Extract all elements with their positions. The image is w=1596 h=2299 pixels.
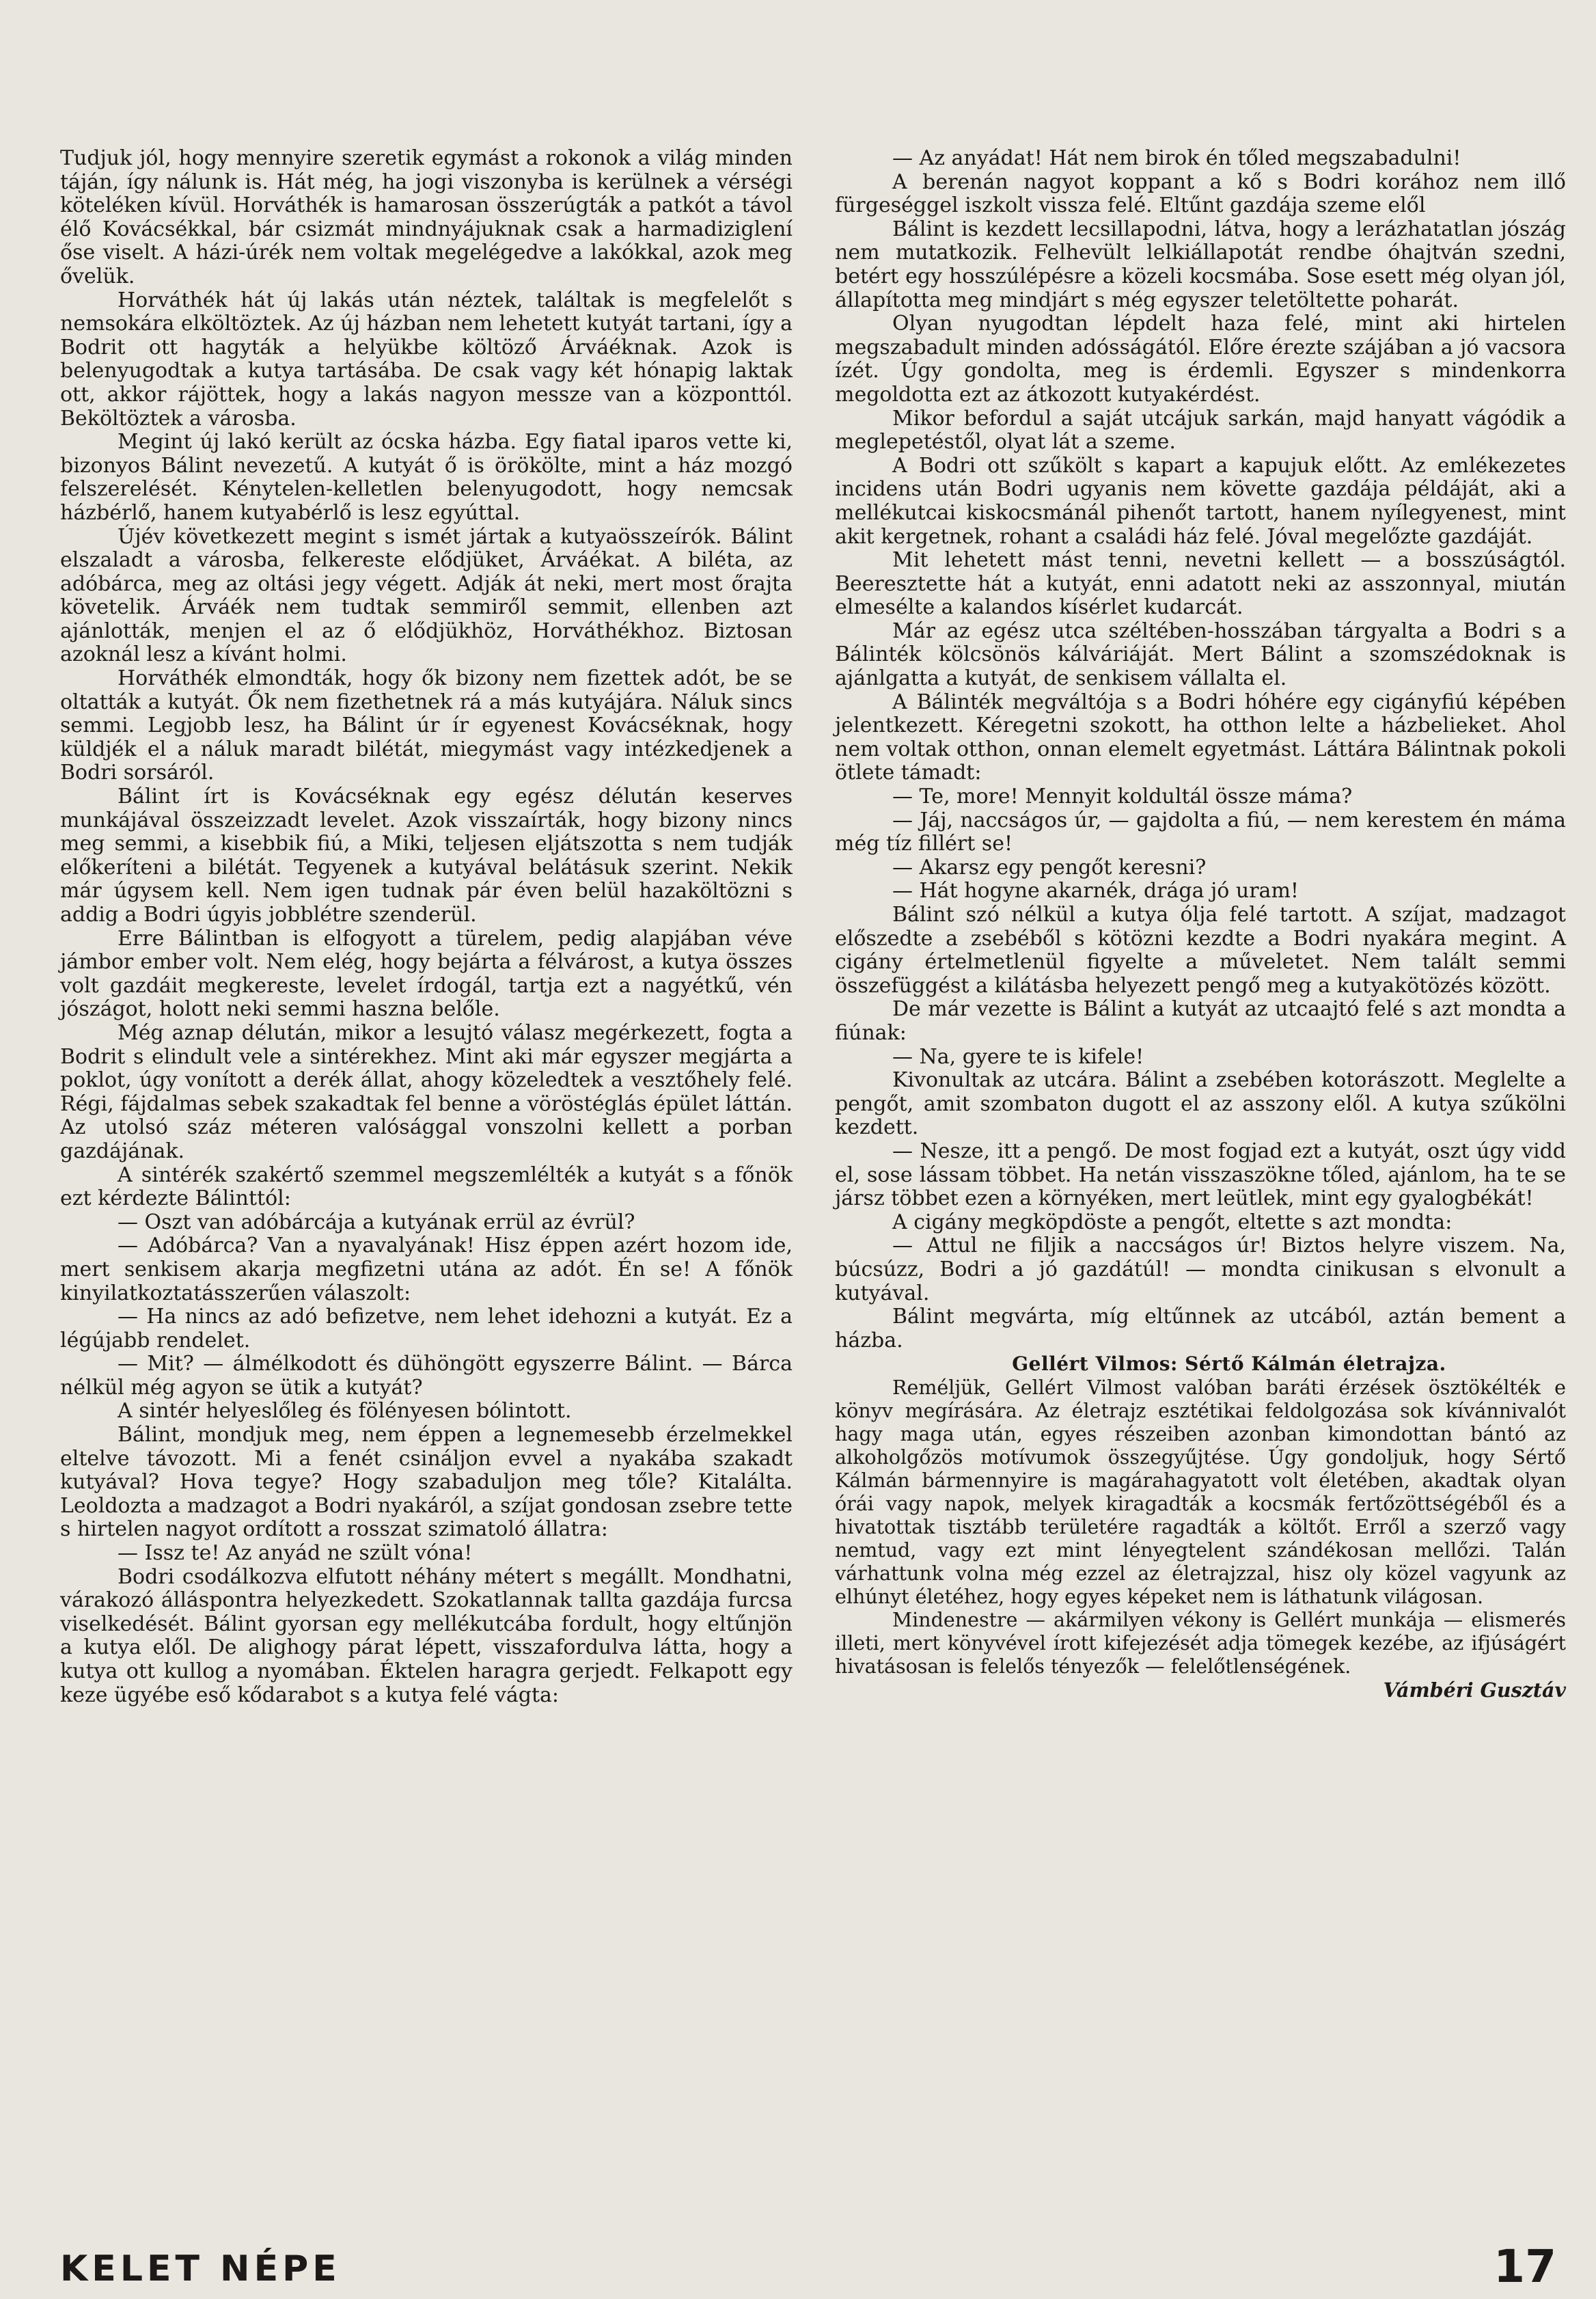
right-dialogue-2: — Te, more! Mennyit koldultál össze máma? <box>892 785 1353 809</box>
right-paragraph-7: Már az egész utca széltében-hosszában tárgyalta a Bodri s a Bálinték kölcsönös kálváriáját. Mert Bálint a szomszédoknak is ajánlgatta a kutyát, de senkisem vállalta el. <box>835 618 1566 691</box>
left-dialogue-3: — Ha nincs az adó befizetve, nem lehet idehozni a kutyát. Ez a légújabb rendelet. <box>60 1305 793 1352</box>
book-review <box>835 1376 1566 1702</box>
review-signature: Vámbéri Gusztáv <box>1383 1678 1566 1702</box>
right-paragraph-8: A Bálinték megváltója s a Bodri hóhére egy cigányfiú képében jelentkezett. Kéregetni szokott, ha otthon lelte a házbelieket. Ahol nem voltak otthon, onnan elemelt egyetmást. Láttára Bálintnak pokoli ötlete támadt: <box>835 690 1566 785</box>
right-dialogue-1: — Az anyádat! Hát nem birok én tőled megszabadulni! <box>892 146 1461 170</box>
right-paragraph-4: Mikor befordul a saját utcájuk sarkán, majd hanyatt vágódik a meglepetéstől, olyat lát a szeme. <box>835 406 1566 454</box>
right-dialogue-7: — Nesze, itt a pengő. De most fogjad ezt a kutyát, oszt úgy vidd el, sose lássam többet. Ha netán visszaszökne tőled, ajánlom, ha te se jársz többet ezen a környéken, mert leütlek, mint egy gyalogbékát! <box>835 1139 1566 1211</box>
left-dialogue-1: — Oszt van adóbárcája a kutyának errül az évrül? <box>118 1210 635 1234</box>
right-dialogue-5: — Hát hogyne akarnék, drága jó uram! <box>892 879 1299 903</box>
right-dialogue-3: — Jáj, naccságos úr, — gajdolta a fiú, — nem kerestem én máma még tíz fillért se! <box>835 808 1566 856</box>
left-paragraph-12: Bodri csodálkozva elfutott néhány métert s megállt. Mondhatni, várakozó álláspontra helyezkedett. Szokatlannak tallta gazdája furcsa viselkedését. Bálint gyorsan egy mellékutcába fordult, hogy eltűnjön a kutya elől. De alighogy párat lépett, visszafordulva látta, hogy a kutya ott kullog a nyomában. Éktelen haragra gerjedt. Felkapott egy keze ügyébe eső kődarabot s a kutya felé vágta: <box>60 1564 793 1707</box>
right-paragraph-11: Kivonultak az utcára. Bálint a zsebében kotorászott. Meglelte a pengőt, amit szombaton dugott el az asszony elől. A kutya szűkölni kezdett. <box>835 1068 1566 1140</box>
review-paragraph-2: Mindenestre — akármilyen vékony is Gellért munkája — elismerés illeti, mert könyvével írott kifejezését adja tömegek kezébe, az ifjúságért hivatásosan is felelős tényezők — felelőtlenségének. <box>835 1608 1566 1678</box>
left-paragraph-7: Erre Bálintban is elfogyott a türelem, pedig alapjában véve jámbor ember volt. Nem elég, hogy bejárta a félvárost, a kutya összes volt gazdáit megkereste, levelet írdogál, tartja ezt a nagyétkű, vén jószágot, holott neki semmi haszna belőle. <box>60 926 793 1022</box>
right-paragraph-13: Bálint megvárta, míg eltűnnek az utcából, aztán bement a házba. <box>835 1305 1566 1352</box>
right-paragraph-5: A Bodri ott szűkölt s kapart a kapujuk előtt. Az emlékezetes incidens után Bodri ugyanis nem követte gazdája példáját, aki a mellékutcai kiskocsmánál pihenőt tartott, hanem nyílegyenest, mint akit kergetnek, rohant a családi ház felé. Jóval megelőzte gazdáját. <box>835 453 1566 549</box>
right-dialogue-8: — Attul ne filjik a naccságos úr! Biztos helyre viszem. Na, búcsúzz, Bodri a jó gazdátúl! — mondta cinikusan s elvonult a kutyával. <box>835 1234 1566 1305</box>
right-paragraph-6: Mit lehetett mást tenni, nevetni kellett — a bosszúságtól. Beeresztette hát a kutyát, enni adatott neki az asszonnyal, miután elmesélte a kalandos kísérlet kudarcát. <box>835 548 1566 620</box>
left-paragraph-2: Horváthék hát új lakás után néztek, találtak is megfelelőt s nemsokára elköltöztek. Az új házban nem lehetett kutyát tartani, így a Bodrit ott hagyták a helyükbe költöző Árváéknak. Azok is belenyugodtak a kutya tartásába. De csak vagy két hónapig laktak ott, akkor rájöttek, hogy a lakás nagyon messze van a központtól. Beköltöztek a városba. <box>60 288 793 431</box>
magazine-title: KELET NÉPE <box>60 2248 341 2289</box>
right-paragraph-3: Olyan nyugodtan lépdelt haza felé, mint aki hirtelen megszabadult minden adósságától. Előre érezte szájában a jó vacsora ízét. Úgy gondolta, meg is érdemli. Egyszer s mindenkorra megoldotta ezt az átkozott kutyakérdést. <box>835 312 1566 407</box>
left-dialogue-2: — Adóbárca? Van a nyavalyának! Hisz éppen azért hozom ide, mert senkisem akarja megfizetni utána az adót. Én se! A főnök kinyilatkoztatásszerűen válaszolt: <box>60 1234 793 1305</box>
left-column <box>60 147 793 1707</box>
left-paragraph-4: Újév következett megint s ismét jártak a kutyaösszeírók. Bálint elszaladt a városba, felkereste elődjüket, Árváékat. A biléta, az adóbárca, meg az oltási jegy végett. Adják át neki, mert most őrajta követelik. Árváék nem tudtak semmiről semmit, ellenben azt ajánlották, menjen el az ő elődjükhöz, Horváthékhoz. Biztosan azoknál lesz a kívánt holmi. <box>60 524 793 667</box>
left-paragraph-11: Bálint, mondjuk meg, nem éppen a legnemesebb érzelmekkel eltelve távozott. Mi a fenét csináljon evvel a nyakába szakadt kutyával? Hova tegye? Hogy szabaduljon meg tőle? Kitalálta. Leoldozta a madzagot a Bodri nyakáról, a szíjat gondosan zsebre tette s hirtelen nagyot ordított a rosszat szimatoló állatra: <box>60 1423 793 1542</box>
left-paragraph-1: Tudjuk jól, hogy mennyire szeretik egymást a rokonok a világ minden táján, így nálunk is. Hát még, ha jogi viszonyba is kerülnek a vérségi köteléken kívül. Horváthék is hamarosan összerúgták a patkót a távol élő Kovácsékkal, bár csizmát mindnyájuknak csak a harmadiziglení őse viselt. A házi-úrék nem voltak megelégedve a lakókkal, azok meg ővelük. <box>60 146 793 288</box>
right-dialogue-6: — Na, gyere te is kifele! <box>892 1044 1144 1069</box>
page-number: 17 <box>1494 2240 1556 2293</box>
left-paragraph-6: Bálint írt is Kovácséknak egy egész délután keserves munkájával összeizzadt levelet. Azok visszaírták, hogy bizony nincs meg semmi, a kisebbik fiú, a Miki, teljesen eljátszotta s nem tudják előkeríteni a bilétát. Tegyenek a kutyával belátásuk szerint. Nekik már úgysem kell. Nem igen tudnak pár éven belül hazaköltözni s addig a Bodri úgyis jobblétre szenderül. <box>60 785 793 927</box>
right-paragraph-9: Bálint szó nélkül a kutya ólja felé tartott. A szíjat, madzagot előszedte a zsebéből s kötözni kezdte a Bodri nyakára megint. A cigány értelmetlenül figyelte a műveletet. Nem talált semmi összefüggést a kilátásba helyezett pengő meg a kutyakötözés között. <box>835 903 1566 998</box>
right-paragraph-1: A berenán nagyot koppant a kő s Bodri korához nem illő fürgeséggel iszkolt vissza felé. Eltűnt gazdája szeme elől <box>835 169 1566 218</box>
left-dialogue-4: — Mit? — álmélkodott és dühöngött egyszerre Bálint. — Bárca nélkül még agyon se ütik a kutyát? <box>60 1352 793 1400</box>
left-paragraph-3: Megint új lakó került az ócska házba. Egy fiatal iparos vette ki, bizonyos Bálint nevezetű. A kutyát ő is örökölte, mint a ház mozgó felszerelését. Kénytelen-kelletlen belenyugodott, hogy nemcsak házbérlő, hanem kutyabérlő is lesz egyúttal. <box>60 430 793 525</box>
left-dialogue-5: — Issz te! Az anyád ne szült vóna! <box>118 1541 473 1566</box>
left-paragraph-5: Horváthék elmondták, hogy ők bizony nem fizettek adót, be se oltatták a kutyát. Ők nem fizethetnek rá a más kutyájára. Náluk sincs semmi. Legjobb lesz, ha Bálint úr ír egyenest Kovácséknak, hogy küldjék el a náluk maradt bilétát, miegymást vagy intézkedjenek a Bodri sorsáról. <box>60 666 793 785</box>
left-paragraph-8: Még aznap délután, mikor a lesujtó válasz megérkezett, fogta a Bodrit s elindult vele a sintérekhez. Mint aki már egyszer megjárta a poklot, úgy vonított a derék állat, ahogy közeledtek a vesztőhely felé. Régi, fájdalmas sebek szakadtak fel benne a vöröstéglás épület láttán. Az utolsó száz méteren valósággal vonszolni kellett a porban gazdájának. <box>60 1020 793 1163</box>
right-paragraph-12: A cigány megköpdöste a pengőt, eltette s azt mondta: <box>892 1210 1453 1234</box>
right-paragraph-10: De már vezette is Bálint a kutyát az utcaajtó felé s azt mondta a fiúnak: <box>835 997 1566 1045</box>
review-title: Gellért Vilmos: Sértő Kálmán életrajza. <box>1012 1352 1446 1376</box>
right-dialogue-4: — Akarsz egy pengőt keresni? <box>892 855 1207 880</box>
review-paragraph-1: Reméljük, Gellért Vilmost valóban baráti érzések ösztökélték e könyv megírására. Az életrajz esztétikai feldolgozása sok kívánnivalót hagy maga után, egyes részeiben azonban kimondottan bántó az alkoholgőzös motívumok összegyűjtése. Úgy gondoljuk, hogy Sértő Kálmán bármennyire is magárahagyatott volt életében, akadtak olyan órái vagy napok, melyek kiragadták a kocsmák fertőzöttségéből és a hivatottak tisztább területére ragadták a költőt. Erről a szerző vagy nemtud, vagy ezt mint lényegtelent szándékosan mellőzi. Talán várhattunk volna még ezzel az életrajzzal, hisz oly közel vagyunk az elhúnyt életéhez, hogy egyes képeket nem is láthatunk világosan. <box>835 1376 1566 1608</box>
left-paragraph-9: A sintérék szakértő szemmel megszemlélték a kutyát s a főnök ezt kérdezte Bálinttól: <box>60 1162 793 1211</box>
left-paragraph-10: A sintér helyeslőleg és fölényesen bólintott. <box>118 1399 572 1424</box>
right-paragraph-2: Bálint is kezdett lecsillapodni, látva, hogy a lerázhatatlan jószág nem mutatkozik. Felhevült lelkiállapotát rendbe óhajtván szedni, betért egy hosszúlépésre a közeli kocsmába. Sose esett még olyan jól, állapította meg mindjárt s még egyszer teletöltette poharát. <box>835 217 1566 312</box>
right-column <box>835 147 1566 1702</box>
